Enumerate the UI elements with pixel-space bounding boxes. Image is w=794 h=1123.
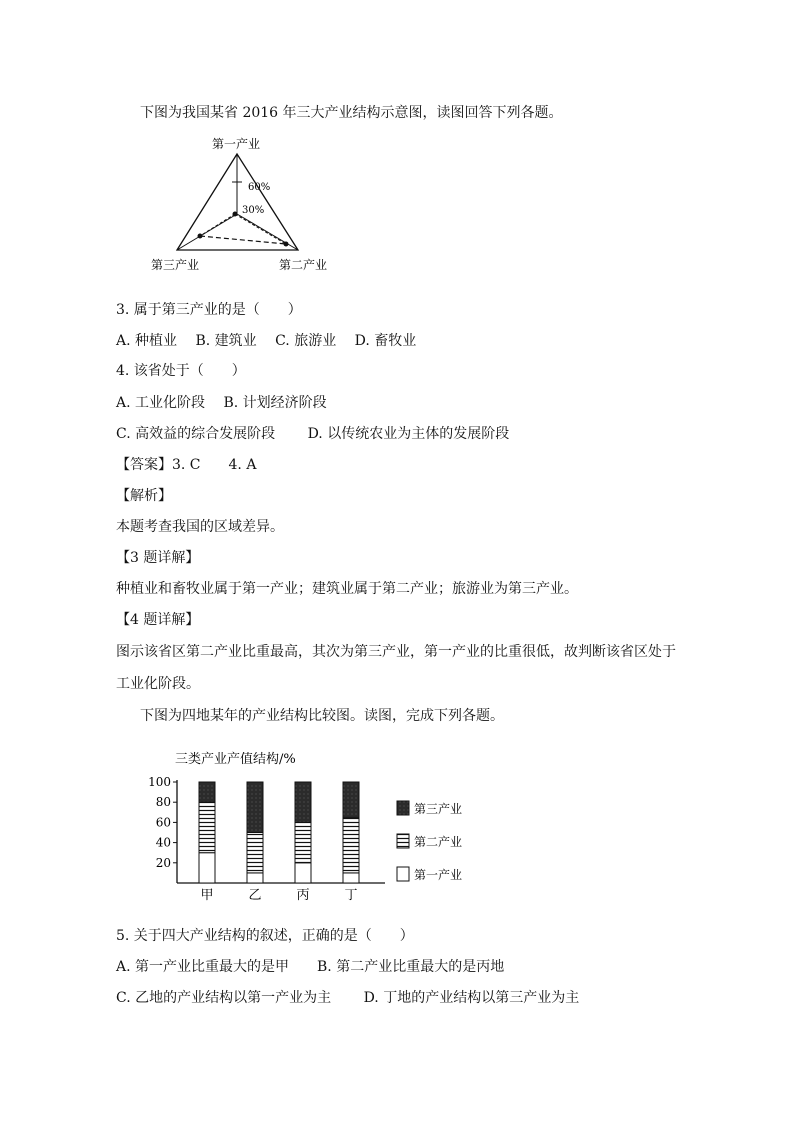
intro-text-1: 下图为我国某省 2016 年三大产业结构示意图，读图回答下列各题。 xyxy=(140,105,563,121)
dash-3 xyxy=(200,236,286,244)
y-tick-label: 20 xyxy=(155,855,171,870)
bar-segment xyxy=(199,782,215,802)
bar-segment xyxy=(247,873,263,883)
bar-segment xyxy=(199,802,215,853)
y-tick-label: 100 xyxy=(148,775,171,789)
legend-swatch xyxy=(397,834,409,848)
intro-text-2: 下图为四地某年的产业结构比较图。读图，完成下列各题。 xyxy=(140,708,504,724)
q5-options-2: C. 乙地的产业结构以第一产业为主 D. 丁地的产业结构以第三产业为主 xyxy=(116,990,580,1006)
q4-options-2: C. 高效益的综合发展阶段 D. 以传统农业为主体的发展阶段 xyxy=(116,426,510,442)
point-right xyxy=(284,242,289,247)
detail4-text-1: 图示该省区第二产业比重最高，其次为第三产业，第一产业的比重很低，故判断该省区处于 xyxy=(116,644,676,660)
q5-stem: 5. 关于四大产业结构的叙述，正确的是（ ） xyxy=(116,928,414,944)
analysis-text: 本题考查我国的区域差异。 xyxy=(116,519,284,535)
category-label: 乙 xyxy=(248,888,262,903)
y-tick-label: 80 xyxy=(155,795,171,810)
axis-right xyxy=(237,214,298,250)
y-tick-label: 60 xyxy=(155,815,171,830)
triangle-label-left: 第三产业 xyxy=(151,258,200,272)
bar-segment xyxy=(343,817,359,873)
axis-left xyxy=(177,214,237,250)
industry-structure-chart xyxy=(135,745,495,905)
bar-segment xyxy=(295,822,311,862)
bar-segment xyxy=(247,782,263,833)
q4-stem: 4. 该省处于（ ） xyxy=(116,363,246,379)
chart-title: 三类产业产值结构/% xyxy=(175,752,296,767)
legend-swatch xyxy=(397,801,409,815)
q4-options-1: A. 工业化阶段 B. 计划经济阶段 xyxy=(116,395,327,411)
category-label: 丁 xyxy=(344,888,358,903)
analysis-title: 【解析】 xyxy=(116,488,172,504)
bar-segment xyxy=(343,782,359,817)
legend-swatch xyxy=(397,867,409,881)
legend-label: 第一产业 xyxy=(414,868,463,882)
detail4-title: 【4 题详解】 xyxy=(116,612,200,628)
triangle-label-right: 第二产业 xyxy=(279,258,328,272)
detail3-text: 种植业和畜牧业属于第一产业；建筑业属于第二产业；旅游业为第三产业。 xyxy=(116,581,578,597)
detail4-text-2: 工业化阶段。 xyxy=(116,676,200,692)
dash-1 xyxy=(200,214,235,236)
category-label: 甲 xyxy=(200,888,214,903)
triangle-diagram xyxy=(140,132,350,277)
legend-label: 第二产业 xyxy=(414,835,463,849)
point-top xyxy=(233,212,238,217)
point-left xyxy=(198,234,203,239)
q3-stem: 3. 属于第三产业的是（ ） xyxy=(116,302,302,318)
answer-line: 【答案】3. C 4. A xyxy=(116,457,257,473)
bar-segment xyxy=(343,873,359,883)
detail3-title: 【3 题详解】 xyxy=(116,550,200,566)
bar-segment xyxy=(199,853,215,883)
y-tick-label: 40 xyxy=(155,835,171,850)
legend-label: 第三产业 xyxy=(414,802,463,816)
label-30pct: 30% xyxy=(242,205,265,216)
category-label: 丙 xyxy=(296,888,310,903)
label-60pct: 60% xyxy=(248,182,271,193)
q3-options: A. 种植业 B. 建筑业 C. 旅游业 D. 畜牧业 xyxy=(116,333,417,349)
bar-segment xyxy=(295,782,311,822)
q5-options-1: A. 第一产业比重最大的是甲 B. 第二产业比重最大的是丙地 xyxy=(116,959,505,975)
bar-segment xyxy=(247,833,263,873)
bar-segment xyxy=(295,863,311,883)
triangle-label-top: 第一产业 xyxy=(212,137,261,151)
